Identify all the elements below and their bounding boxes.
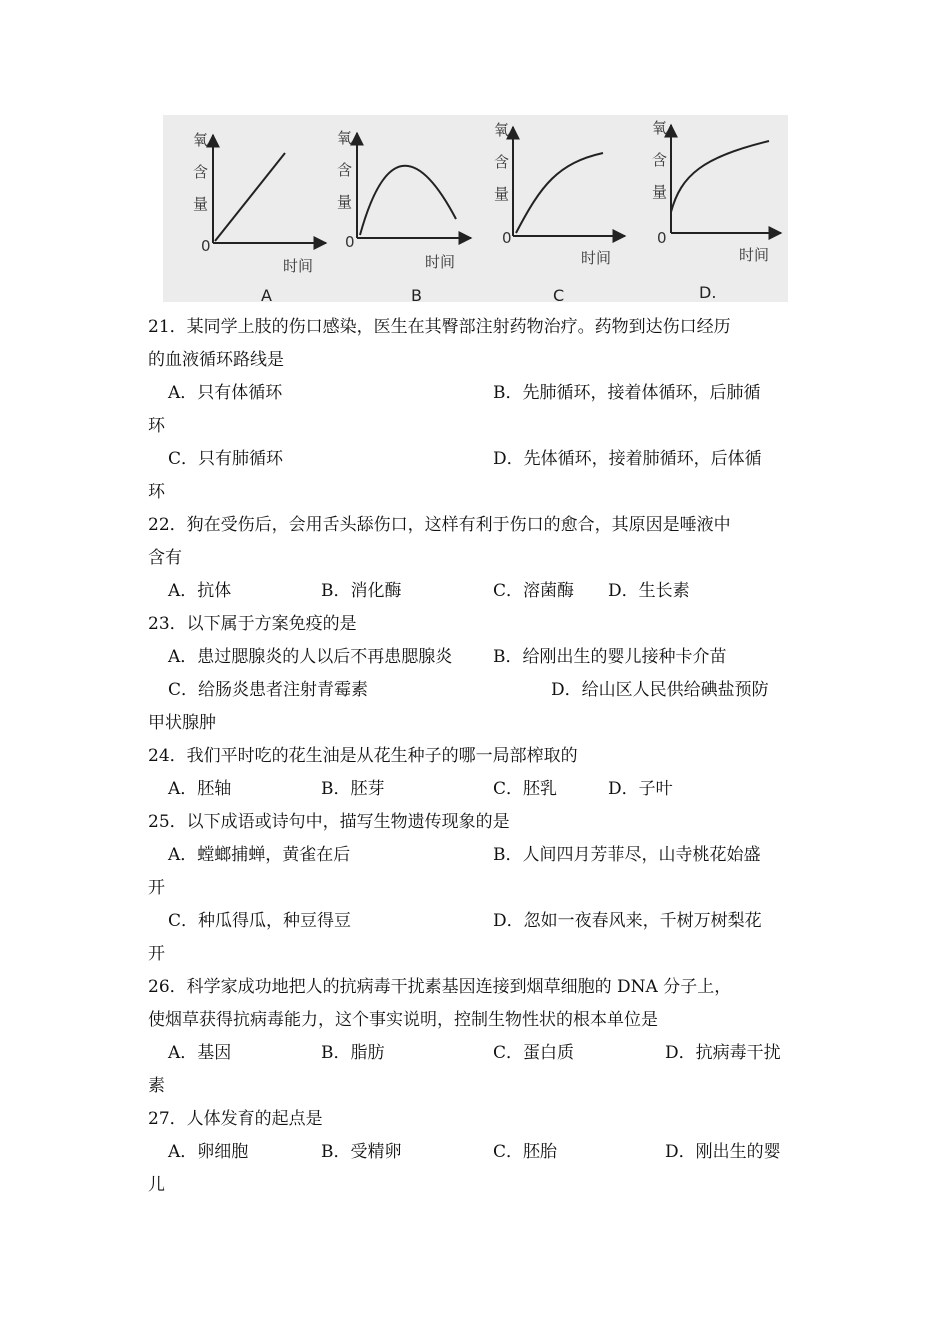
question-27-stem: 27．人体发育的起点是: [148, 1109, 323, 1129]
option-d-wrap: 儿: [148, 1175, 165, 1195]
option-b-wrap: 环: [148, 416, 165, 436]
option-d-wrap: 开: [148, 944, 165, 964]
y-label-char-1: 氧: [337, 129, 353, 147]
question-26-options: [148, 1037, 808, 1070]
option-c: C．只有肺循环: [168, 449, 284, 469]
option-d: D．生长素: [608, 581, 690, 601]
question-22-stem-line-2: 含有: [148, 548, 182, 568]
question-25-options-row-1: [148, 839, 808, 872]
question-25-options-row-2: [148, 905, 808, 938]
x-label: 时间: [739, 246, 770, 264]
y-label-char-3: 量: [494, 185, 510, 203]
origin-label: 0: [201, 237, 211, 255]
option-a: A．只有体循环: [168, 383, 283, 403]
option-c: C．种瓜得瓜，种豆得豆: [168, 911, 352, 931]
panel-label-c: C: [553, 286, 565, 302]
option-d: D．忽如一夜春风来，千树万树梨花: [493, 911, 762, 931]
graph-panel-c: [494, 121, 625, 302]
option-c: C．胚乳: [493, 779, 558, 799]
panel-label-b: B: [411, 286, 422, 302]
oxygen-content-graphs: [163, 115, 788, 302]
graph-panel-a: [193, 131, 326, 302]
question-list: [148, 311, 808, 1202]
question-27-options: [148, 1136, 808, 1169]
option-a: A．抗体: [168, 581, 232, 601]
option-a: A．卵细胞: [168, 1142, 249, 1162]
option-c: C．给肠炎患者注射青霉素: [168, 680, 369, 700]
y-label-char-3: 量: [652, 183, 668, 201]
curve-offset-saturating: [671, 141, 769, 212]
question-26-stem-line-1: 26．科学家成功地把人的抗病毒干扰素基因连接到烟草细胞的 DNA 分子上，: [148, 977, 732, 997]
question-24-options: [148, 773, 808, 806]
option-b: B．受精卵: [321, 1142, 402, 1162]
option-d-wrap: 环: [148, 482, 165, 502]
x-label: 时间: [425, 253, 456, 271]
curve-rise-fall: [360, 166, 456, 235]
option-c: C．胚胎: [493, 1142, 558, 1162]
option-a: A．胚轴: [168, 779, 232, 799]
question-24-stem: 24．我们平时吃的花生油是从花生种子的哪一局部榨取的: [148, 746, 578, 766]
option-b: B．先肺循环，接着体循环，后肺循: [493, 383, 761, 403]
y-label-char-2: 含: [193, 163, 209, 181]
option-a: A．基因: [168, 1043, 232, 1063]
question-21-stem-line-2: 的血液循环路线是: [148, 350, 284, 370]
question-21-stem-line-1: 21．某同学上肢的伤口感染，医生在其臀部注射药物治疗。药物到达伤口经历: [148, 317, 731, 337]
option-a: A．患过腮腺炎的人以后不再患腮腺炎: [168, 647, 453, 667]
x-label: 时间: [283, 257, 314, 275]
panel-label-d: D.: [699, 283, 717, 302]
option-d-wrap: 甲状腺肿: [148, 713, 216, 733]
option-c: C．溶菌酶: [493, 581, 575, 601]
option-d: D．子叶: [608, 779, 673, 799]
option-a: A．螳螂捕蝉，黄雀在后: [168, 845, 351, 865]
question-22-stem-line-1: 22．狗在受伤后，会用舌头舔伤口，这样有利于伤口的愈合，其原因是唾液中: [148, 515, 731, 535]
graph-panel-d: [652, 119, 781, 302]
question-26-stem-line-2: 使烟草获得抗病毒能力，这个事实说明，控制生物性状的根本单位是: [148, 1010, 658, 1030]
option-d: D．先体循环，接着肺循环，后体循: [493, 449, 762, 469]
option-b: B．给刚出生的婴儿接种卡介苗: [493, 647, 727, 667]
option-d: D．刚出生的婴: [665, 1142, 781, 1162]
question-23-options-row-1: [148, 641, 808, 674]
y-label-char-2: 含: [337, 161, 353, 179]
y-label-char-3: 量: [337, 193, 353, 211]
y-label-char-1: 氧: [193, 131, 209, 149]
option-d: D．抗病毒干扰: [665, 1043, 781, 1063]
option-b-wrap: 开: [148, 878, 165, 898]
question-23-options-row-2: [148, 674, 808, 707]
question-25-stem: 25．以下成语或诗句中，描写生物遗传现象的是: [148, 812, 510, 832]
panel-label-a: A: [261, 286, 272, 302]
y-label-char-1: 氧: [652, 119, 668, 137]
curve-saturating: [516, 153, 603, 233]
graph-panel-b: [337, 129, 471, 302]
origin-label: 0: [345, 233, 355, 251]
option-d: D．给山区人民供给碘盐预防: [551, 680, 769, 700]
option-b: B．人间四月芳菲尽，山寺桃花始盛: [493, 845, 761, 865]
y-label-char-2: 含: [494, 153, 510, 171]
x-label: 时间: [581, 249, 612, 267]
y-label-char-2: 含: [652, 151, 668, 169]
option-c: C．蛋白质: [493, 1043, 575, 1063]
question-23-stem: 23．以下属于方案免疫的是: [148, 614, 357, 634]
graphs-svg: [163, 115, 788, 302]
option-b: B．胚芽: [321, 779, 385, 799]
option-d-wrap: 素: [148, 1076, 165, 1096]
y-label-char-3: 量: [193, 195, 209, 213]
question-22-options: [148, 575, 808, 608]
origin-label: 0: [657, 229, 667, 247]
question-21-options-row-2: [148, 443, 808, 476]
y-label-char-1: 氧: [494, 121, 510, 139]
curve-linear: [215, 153, 285, 241]
origin-label: 0: [502, 229, 512, 247]
option-b: B．脂肪: [321, 1043, 385, 1063]
option-b: B．消化酶: [321, 581, 402, 601]
question-21-options-row-1: [148, 377, 808, 410]
